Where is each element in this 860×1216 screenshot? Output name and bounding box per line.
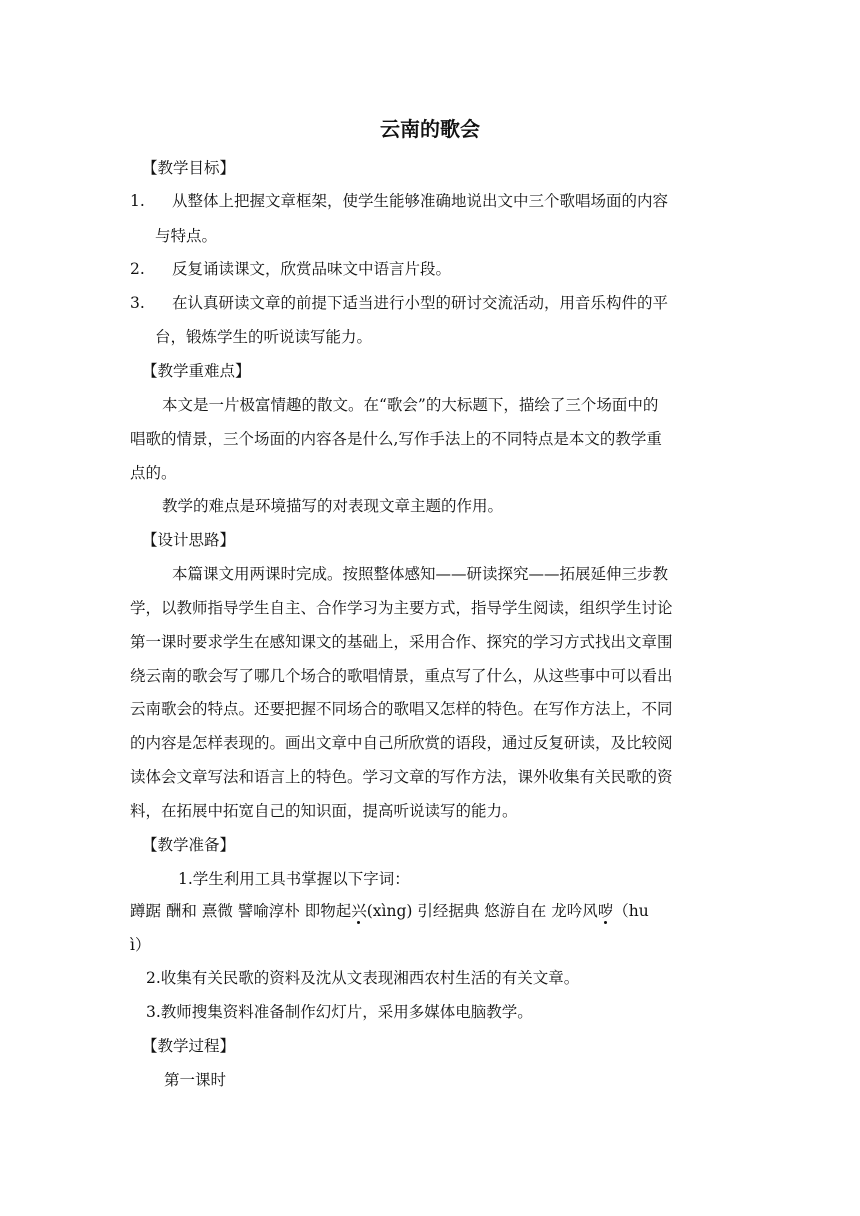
paragraph-line: 第一课时要求学生在感知课文的基础上，采用合作、探究的学习方式找出文章围 bbox=[130, 633, 673, 651]
goal-number: 1. bbox=[130, 192, 145, 210]
paragraph-line: 料，在拓展中拓宽自己的知识面，提高听说读写的能力。 bbox=[130, 802, 518, 820]
goal-text: 在认真研读文章的前提下适当进行小型的研讨交流活动，用音乐构件的平 bbox=[172, 294, 669, 312]
page-title: 云南的歌会 bbox=[380, 117, 480, 141]
emphasis-char: 哕 bbox=[597, 902, 614, 920]
section-heading-key-points: 【教学重难点】 bbox=[142, 362, 251, 380]
paragraph-line: 唱歌的情景，三个场面的内容各是什么,写作手法上的不同特点是本文的教学重 bbox=[130, 430, 662, 448]
section-heading-prep: 【教学准备】 bbox=[142, 836, 236, 854]
vocabulary-words: (xìng) 引经据典 悠游自在 龙吟风 bbox=[366, 902, 598, 920]
paragraph-line: 本文是一片极富情趣的散文。在“歌会”的大标题下，描绘了三个场面中的 bbox=[162, 396, 659, 414]
paragraph-line: 云南歌会的特点。还要把握不同场合的歌唱又怎样的特色。在写作方法上，不同 bbox=[130, 700, 673, 718]
goal-number: 2. bbox=[130, 260, 145, 278]
lesson-label: 第一课时 bbox=[164, 1071, 227, 1089]
paragraph-line: 的内容是怎样表现的。画出文章中自己所欣赏的语段，通过反复研读，及比较阅 bbox=[130, 734, 673, 752]
vocabulary-wrap: ì） bbox=[130, 936, 151, 954]
paragraph-line: 学，以教师指导学生自主、合作学习为主要方式，指导学生阅读，组织学生讨论 bbox=[130, 599, 673, 617]
prep-item-3: 3.教师搜集资料准备制作幻灯片，采用多媒体电脑教学。 bbox=[146, 1003, 533, 1021]
paragraph-line: 点的。 bbox=[130, 464, 177, 482]
paragraph-line: 读体会文章写法和语言上的特色。学习文章的写作方法，课外收集有关民歌的资 bbox=[130, 768, 673, 786]
goal-text: 反复诵读课文，欣赏品味文中语言片段。 bbox=[172, 260, 452, 278]
prep-item-1: 1.学生利用工具书掌握以下字词： bbox=[178, 870, 410, 888]
vocabulary-words: （hu bbox=[613, 902, 649, 920]
goal-number: 3. bbox=[130, 294, 145, 312]
goal-text-continued: 台，锻炼学生的听说读写能力。 bbox=[155, 328, 373, 346]
prep-item-2: 2.收集有关民歌的资料及沈从文表现湘西农村生活的有关文章。 bbox=[146, 969, 580, 987]
paragraph-line: 教学的难点是环境描写的对表现文章主题的作用。 bbox=[162, 497, 504, 515]
emphasis-char: 兴 bbox=[351, 902, 367, 920]
goal-text-continued: 与特点。 bbox=[155, 227, 218, 245]
section-heading-design: 【设计思路】 bbox=[142, 531, 236, 549]
paragraph-line: 绕云南的歌会写了哪几个场合的歌唱情景，重点写了什么，从这些事中可以看出 bbox=[130, 667, 673, 685]
goal-text: 从整体上把握文章框架，使学生能够准确地说出文中三个歌唱场面的内容 bbox=[172, 192, 669, 210]
section-heading-process: 【教学过程】 bbox=[142, 1037, 236, 1055]
section-heading-goals: 【教学目标】 bbox=[142, 159, 236, 177]
paragraph-line: 本篇课文用两课时完成。按照整体感知——研读探究——拓展延伸三步教 bbox=[172, 565, 669, 583]
vocabulary-words: 蹲踞 酬和 熹微 譬喻淳朴 即物起 bbox=[130, 902, 352, 920]
vocabulary-line bbox=[130, 901, 649, 921]
